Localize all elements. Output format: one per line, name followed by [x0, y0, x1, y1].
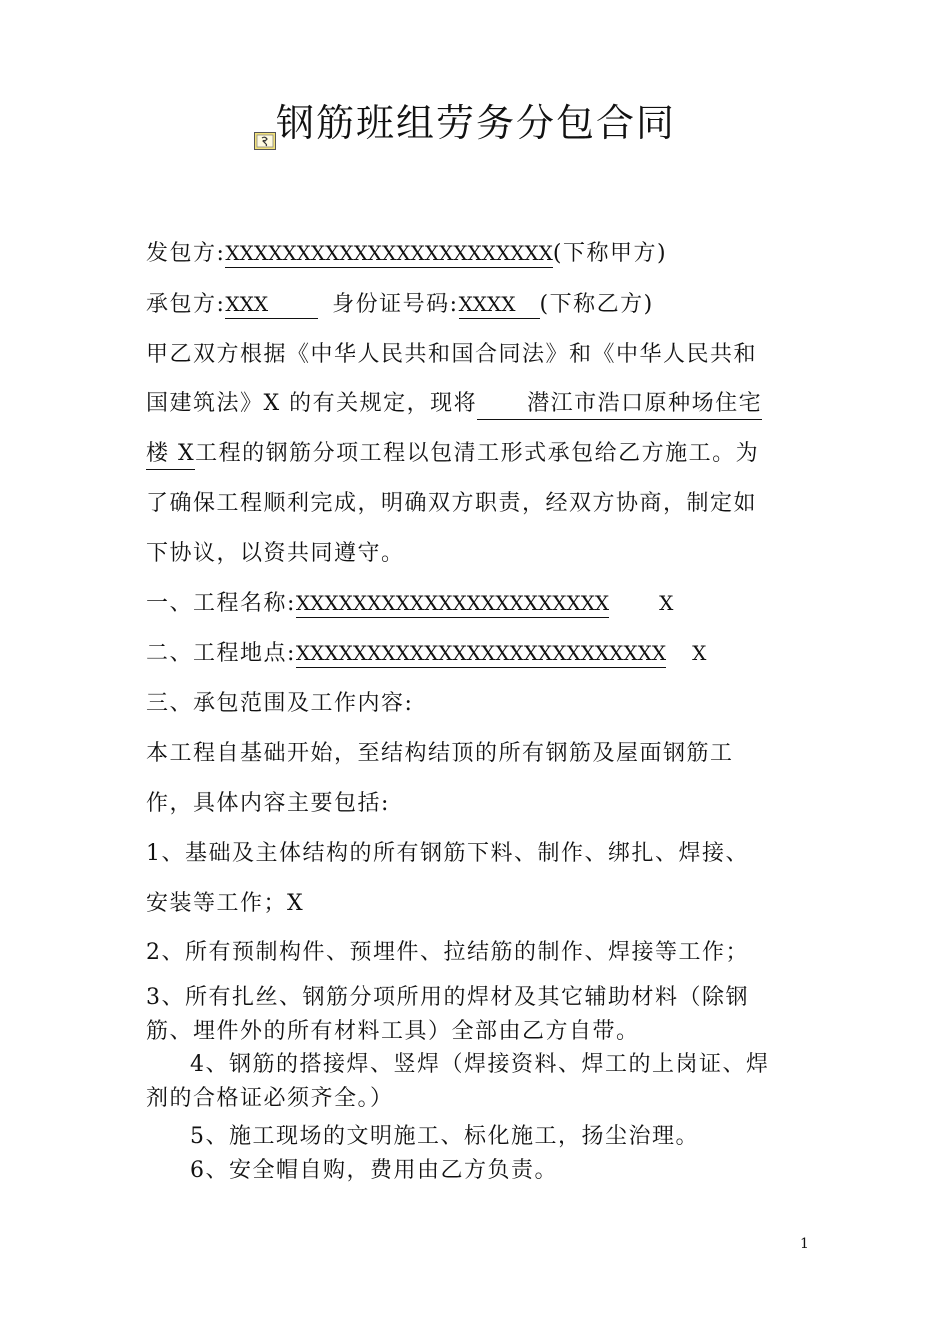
project-location-value[interactable]: XXXXXXXXXXXXXXXXXXXXXXXXXX [296, 641, 666, 668]
party-b-label: 承包方: [146, 292, 226, 317]
project-name-cont[interactable]: 楼 X [146, 436, 195, 470]
section-1-line [146, 586, 673, 618]
item-5: 5、施工现场的文明施工、标化施工，扬尘治理。 [190, 1124, 699, 1149]
project-name-label: 一、工程名称: [146, 591, 296, 616]
party-a-label: 发包方: [146, 241, 226, 266]
project-name-value[interactable]: XXXXXXXXXXXXXXXXXXXXXX [296, 591, 609, 618]
project-name-text: 潜江市浩口原种场住宅 [527, 391, 763, 416]
project-name-tail: X [659, 591, 674, 615]
item-6: 6、安全帽自购，费用由乙方负责。 [190, 1158, 558, 1183]
project-location-label: 二、工程地点: [146, 641, 296, 666]
document-link-icon [254, 132, 276, 150]
intro-line-4: 了确保工程顺利完成，明确双方职责，经双方协商，制定如 [146, 491, 758, 516]
item-1-line-2: 安装等工作；X [146, 891, 305, 916]
item-4-line-1: 4、钢筋的搭接焊、竖焊（焊接资料、焊工的上岗证、焊 [190, 1052, 770, 1077]
party-a-line [146, 236, 667, 268]
intro-line-2 [146, 386, 762, 420]
item-4-line-2: 剂的合格证必须齐全。） [146, 1086, 394, 1111]
party-b-field[interactable]: XXX [225, 292, 318, 319]
item-3-line-2: 筋、埋件外的所有材料工具）全部由乙方自带。 [146, 1019, 640, 1044]
page-number: 1 [800, 1236, 809, 1252]
id-field[interactable]: XXXX [459, 292, 540, 319]
intro-line-3 [146, 436, 759, 470]
party-b-line [146, 287, 654, 319]
id-label: 身份证号码: [332, 292, 459, 317]
party-a-suffix: (下称甲方) [552, 241, 668, 266]
project-name-field[interactable] [477, 386, 762, 420]
project-location-tail: X [692, 641, 707, 665]
section-3-heading: 三、承包范围及工作内容: [146, 691, 414, 716]
party-a-field[interactable]: XXXXXXXXXXXXXXXXXXXXXXX [225, 241, 552, 268]
party-b-suffix: (下称乙方) [539, 292, 654, 317]
item-1-line-1: 1、基础及主体结构的所有钢筋下料、制作、绑扎、焊接、 [146, 841, 749, 866]
intro-text-cont: 工程的钢筋分项工程以包清工形式承包给乙方施工。为 [195, 441, 760, 466]
intro-text: 国建筑法》X 的有关规定，现将 [146, 391, 478, 416]
section-2-line [146, 636, 706, 668]
scope-line-2: 作，具体内容主要包括: [146, 791, 390, 816]
item-3-line-1: 3、所有扎丝、钢筋分项所用的焊材及其它辅助材料（除钢 [146, 985, 749, 1010]
scope-line-1: 本工程自基础开始，至结构结顶的所有钢筋及屋面钢筋工 [146, 741, 734, 766]
item-2: 2、所有预制构件、预埋件、拉结筋的制作、焊接等工作； [146, 940, 749, 965]
contract-title: 钢筋班组劳务分包合同 [276, 101, 677, 145]
intro-line-5: 下协议，以资共同遵守。 [146, 541, 405, 566]
intro-line-1: 甲乙双方根据《中华人民共和国合同法》和《中华人民共和 [146, 342, 758, 367]
